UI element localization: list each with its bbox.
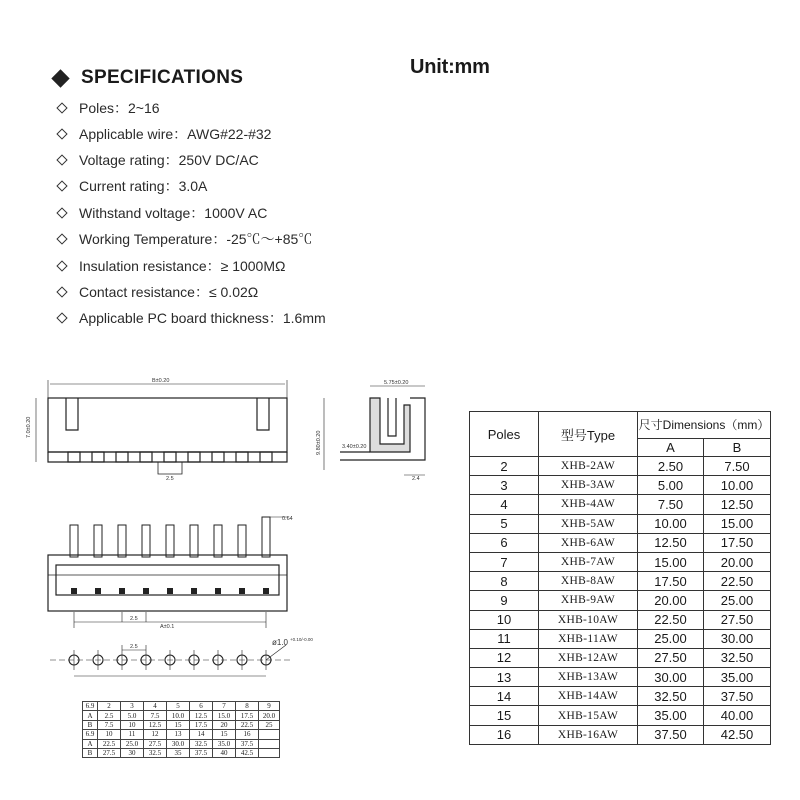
small-table-cell: 22.5 xyxy=(236,720,259,729)
small-table-cell: 25.0 xyxy=(121,739,144,748)
small-table-cell: 6 xyxy=(190,702,213,711)
small-table-cell: B xyxy=(83,748,98,757)
table-row xyxy=(470,725,771,744)
small-table-cell: 11 xyxy=(121,730,144,739)
dim-a-cell: 25.00 xyxy=(638,629,704,648)
outline-diamond-icon xyxy=(56,180,67,191)
poles-cell: 7 xyxy=(470,552,539,571)
type-cell: XHB-6AW xyxy=(539,533,638,552)
dim-label-a: A±0.1 xyxy=(160,624,175,630)
type-cell: XHB-4AW xyxy=(539,495,638,514)
dim-b-cell: 27.50 xyxy=(704,610,771,629)
dim-b-cell: 22.50 xyxy=(704,572,771,591)
small-table-cell: 17.5 xyxy=(236,711,259,720)
table-row xyxy=(470,610,771,629)
small-table-row xyxy=(83,739,280,748)
dim-b-cell: 37.50 xyxy=(704,687,771,706)
small-table-cell: A xyxy=(83,711,98,720)
hole-pattern-drawing xyxy=(50,645,290,676)
small-table-cell: 20 xyxy=(213,720,236,729)
type-cell: XHB-10AW xyxy=(539,610,638,629)
dim-label-height: 7.0±0.20 xyxy=(26,416,32,438)
small-table-cell: 30.0 xyxy=(167,739,190,748)
front-view-pins xyxy=(68,452,272,462)
table-row xyxy=(470,552,771,571)
dim-a-cell: 15.00 xyxy=(638,552,704,571)
outline-diamond-icon xyxy=(56,207,67,218)
small-table-cell: 16 xyxy=(236,730,259,739)
outline-diamond-icon xyxy=(56,154,67,165)
small-table-cell: A xyxy=(83,739,98,748)
dim-b-cell: 15.00 xyxy=(704,514,771,533)
dim-b-cell: 7.50 xyxy=(704,457,771,476)
table-row xyxy=(470,591,771,610)
technical-drawing xyxy=(0,360,460,700)
dim-label-pin: 0.64 xyxy=(282,516,293,522)
small-table-cell: 14 xyxy=(190,730,213,739)
type-cell: XHB-15AW xyxy=(539,706,638,725)
side-view-drawing xyxy=(324,386,425,475)
dim-label-hole-tol: +0.10/-0.00 xyxy=(290,637,313,642)
poles-cell: 8 xyxy=(470,572,539,591)
small-table-cell: 37.5 xyxy=(190,748,213,757)
dim-label-side-top: 5.75±0.20 xyxy=(384,380,409,386)
dim-b-cell: 20.00 xyxy=(704,552,771,571)
dim-b-cell: 25.00 xyxy=(704,591,771,610)
dim-a-cell: 7.50 xyxy=(638,495,704,514)
spec-item: Applicable wire：AWG#22-#32 xyxy=(58,124,271,144)
dim-label-side-bottom: 2.4 xyxy=(412,476,420,482)
small-table-cell: 10 xyxy=(121,720,144,729)
spec-item: Poles：2~16 xyxy=(58,98,160,118)
outline-diamond-icon xyxy=(56,286,67,297)
dim-label-pitch-holes: 2.5 xyxy=(130,644,138,650)
dim-label-b: B±0.20 xyxy=(152,378,170,384)
dim-b-cell: 40.00 xyxy=(704,706,771,725)
poles-cell: 6 xyxy=(470,533,539,552)
small-table-cell: 27.5 xyxy=(98,748,121,757)
small-table-cell: 6.9 xyxy=(83,702,98,711)
dim-a-cell: 20.00 xyxy=(638,591,704,610)
small-table-cell: 17.5 xyxy=(190,720,213,729)
small-table-cell xyxy=(259,730,280,739)
dim-label-hole: ø1.0 xyxy=(272,638,289,647)
header-col-a: A xyxy=(638,438,704,456)
table-row xyxy=(470,572,771,591)
spec-item: Current rating：3.0A xyxy=(58,176,207,196)
dimension-table xyxy=(469,411,771,745)
small-table-cell: 12.5 xyxy=(144,720,167,729)
type-cell: XHB-16AW xyxy=(539,725,638,744)
small-table-cell: 2.5 xyxy=(98,711,121,720)
small-table-cell: 40 xyxy=(213,748,236,757)
small-dimension-table xyxy=(82,701,280,758)
poles-cell: 5 xyxy=(470,514,539,533)
header-poles: Poles xyxy=(470,412,539,457)
type-cell: XHB-8AW xyxy=(539,572,638,591)
type-cell: XHB-3AW xyxy=(539,476,638,495)
poles-cell: 12 xyxy=(470,648,539,667)
type-cell: XHB-11AW xyxy=(539,629,638,648)
small-table-cell: 25 xyxy=(259,720,280,729)
poles-cell: 2 xyxy=(470,457,539,476)
table-row xyxy=(470,495,771,514)
table-row xyxy=(470,514,771,533)
small-table-row xyxy=(83,711,280,720)
small-table-cell: 30 xyxy=(121,748,144,757)
dim-a-cell: 30.00 xyxy=(638,668,704,687)
spec-item: Withstand voltage：1000V AC xyxy=(58,203,267,223)
small-table-cell: 7 xyxy=(213,702,236,711)
small-table-cell: 15.0 xyxy=(213,711,236,720)
dim-label-side-height: 9.80±0.20 xyxy=(316,430,322,455)
small-table-cell: 42.5 xyxy=(236,748,259,757)
small-table-cell: 35.0 xyxy=(213,739,236,748)
dim-a-cell: 2.50 xyxy=(638,457,704,476)
dim-a-cell: 5.00 xyxy=(638,476,704,495)
dim-b-cell: 32.50 xyxy=(704,648,771,667)
poles-cell: 4 xyxy=(470,495,539,514)
small-table-cell: 32.5 xyxy=(144,748,167,757)
header-dimensions: 尺寸Dimensions（mm） xyxy=(638,412,771,439)
dim-b-cell: 30.00 xyxy=(704,629,771,648)
small-table-cell: 10 xyxy=(98,730,121,739)
dim-b-cell: 35.00 xyxy=(704,668,771,687)
type-cell: XHB-12AW xyxy=(539,648,638,667)
poles-cell: 15 xyxy=(470,706,539,725)
table-row xyxy=(470,668,771,687)
unit-label: Unit:mm xyxy=(410,56,490,78)
small-table-cell: 5 xyxy=(167,702,190,711)
small-table-cell: 4 xyxy=(144,702,167,711)
pin-view-pins xyxy=(71,588,269,594)
type-cell: XHB-7AW xyxy=(539,552,638,571)
small-table-cell: 20.0 xyxy=(259,711,280,720)
small-table-cell: 37.5 xyxy=(236,739,259,748)
small-table-cell: 12.5 xyxy=(190,711,213,720)
dim-b-cell: 42.50 xyxy=(704,725,771,744)
poles-cell: 14 xyxy=(470,687,539,706)
small-table-cell: 7.5 xyxy=(98,720,121,729)
dim-a-cell: 37.50 xyxy=(638,725,704,744)
spec-item: Applicable PC board thickness：1.6mm xyxy=(58,308,326,328)
small-table-cell: 12 xyxy=(144,730,167,739)
small-table-cell xyxy=(259,739,280,748)
type-cell: XHB-13AW xyxy=(539,668,638,687)
front-view-drawing xyxy=(36,380,287,474)
small-table-cell: 27.5 xyxy=(144,739,167,748)
spec-item: Contact resistance：≤ 0.02Ω xyxy=(58,282,258,302)
type-cell: XHB-5AW xyxy=(539,514,638,533)
outline-diamond-icon xyxy=(56,233,67,244)
poles-cell: 16 xyxy=(470,725,539,744)
small-table-row xyxy=(83,720,280,729)
pin-view-drawing xyxy=(48,517,288,628)
table-row xyxy=(470,533,771,552)
dim-a-cell: 27.50 xyxy=(638,648,704,667)
small-table-cell: 32.5 xyxy=(190,739,213,748)
dim-a-cell: 35.00 xyxy=(638,706,704,725)
poles-cell: 13 xyxy=(470,668,539,687)
header-type: 型号Type xyxy=(539,412,638,457)
specifications-title: SPECIFICATIONS xyxy=(81,67,244,88)
small-table-cell: 5.0 xyxy=(121,711,144,720)
small-table-row xyxy=(83,748,280,757)
table-row xyxy=(470,706,771,725)
dim-label-side-left: 3.40±0.20 xyxy=(342,444,367,450)
outline-diamond-icon xyxy=(56,312,67,323)
dim-a-cell: 12.50 xyxy=(638,533,704,552)
small-table-cell: 6.9 xyxy=(83,730,98,739)
small-table-cell: 3 xyxy=(121,702,144,711)
table-row xyxy=(470,457,771,476)
filled-diamond-icon xyxy=(51,69,69,87)
small-table-cell: 10.0 xyxy=(167,711,190,720)
header-col-b: B xyxy=(704,438,771,456)
small-table-cell: 15 xyxy=(213,730,236,739)
dim-a-cell: 17.50 xyxy=(638,572,704,591)
spec-item: Working Temperature：-25℃～+85℃ xyxy=(58,229,312,249)
table-row xyxy=(470,648,771,667)
poles-cell: 10 xyxy=(470,610,539,629)
small-table-row xyxy=(83,702,280,711)
type-cell: XHB-14AW xyxy=(539,687,638,706)
dim-b-cell: 10.00 xyxy=(704,476,771,495)
type-cell: XHB-2AW xyxy=(539,457,638,476)
spec-item: Insulation resistance：≥ 1000MΩ xyxy=(58,256,285,276)
dim-b-cell: 17.50 xyxy=(704,533,771,552)
small-table-cell: 7.5 xyxy=(144,711,167,720)
small-table-cell xyxy=(259,748,280,757)
dim-label-pitch-small: 2.5 xyxy=(166,476,174,482)
small-table-cell: 15 xyxy=(167,720,190,729)
dim-a-cell: 32.50 xyxy=(638,687,704,706)
poles-cell: 9 xyxy=(470,591,539,610)
small-table-cell: 13 xyxy=(167,730,190,739)
outline-diamond-icon xyxy=(56,102,67,113)
dim-a-cell: 10.00 xyxy=(638,514,704,533)
small-table-cell: B xyxy=(83,720,98,729)
small-table-cell: 2 xyxy=(98,702,121,711)
outline-diamond-icon xyxy=(56,260,67,271)
poles-cell: 11 xyxy=(470,629,539,648)
outline-diamond-icon xyxy=(56,128,67,139)
poles-cell: 3 xyxy=(470,476,539,495)
small-table-cell: 35 xyxy=(167,748,190,757)
dim-b-cell: 12.50 xyxy=(704,495,771,514)
table-row xyxy=(470,687,771,706)
table-row xyxy=(470,476,771,495)
small-table-row xyxy=(83,730,280,739)
dim-label-pitch-top: 2.5 xyxy=(130,616,138,622)
small-table-cell: 8 xyxy=(236,702,259,711)
type-cell: XHB-9AW xyxy=(539,591,638,610)
small-table-cell: 9 xyxy=(259,702,280,711)
spec-item: Voltage rating：250V DC/AC xyxy=(58,150,259,170)
dim-a-cell: 22.50 xyxy=(638,610,704,629)
table-row xyxy=(470,629,771,648)
small-table-cell: 22.5 xyxy=(98,739,121,748)
specifications-heading xyxy=(48,66,243,90)
